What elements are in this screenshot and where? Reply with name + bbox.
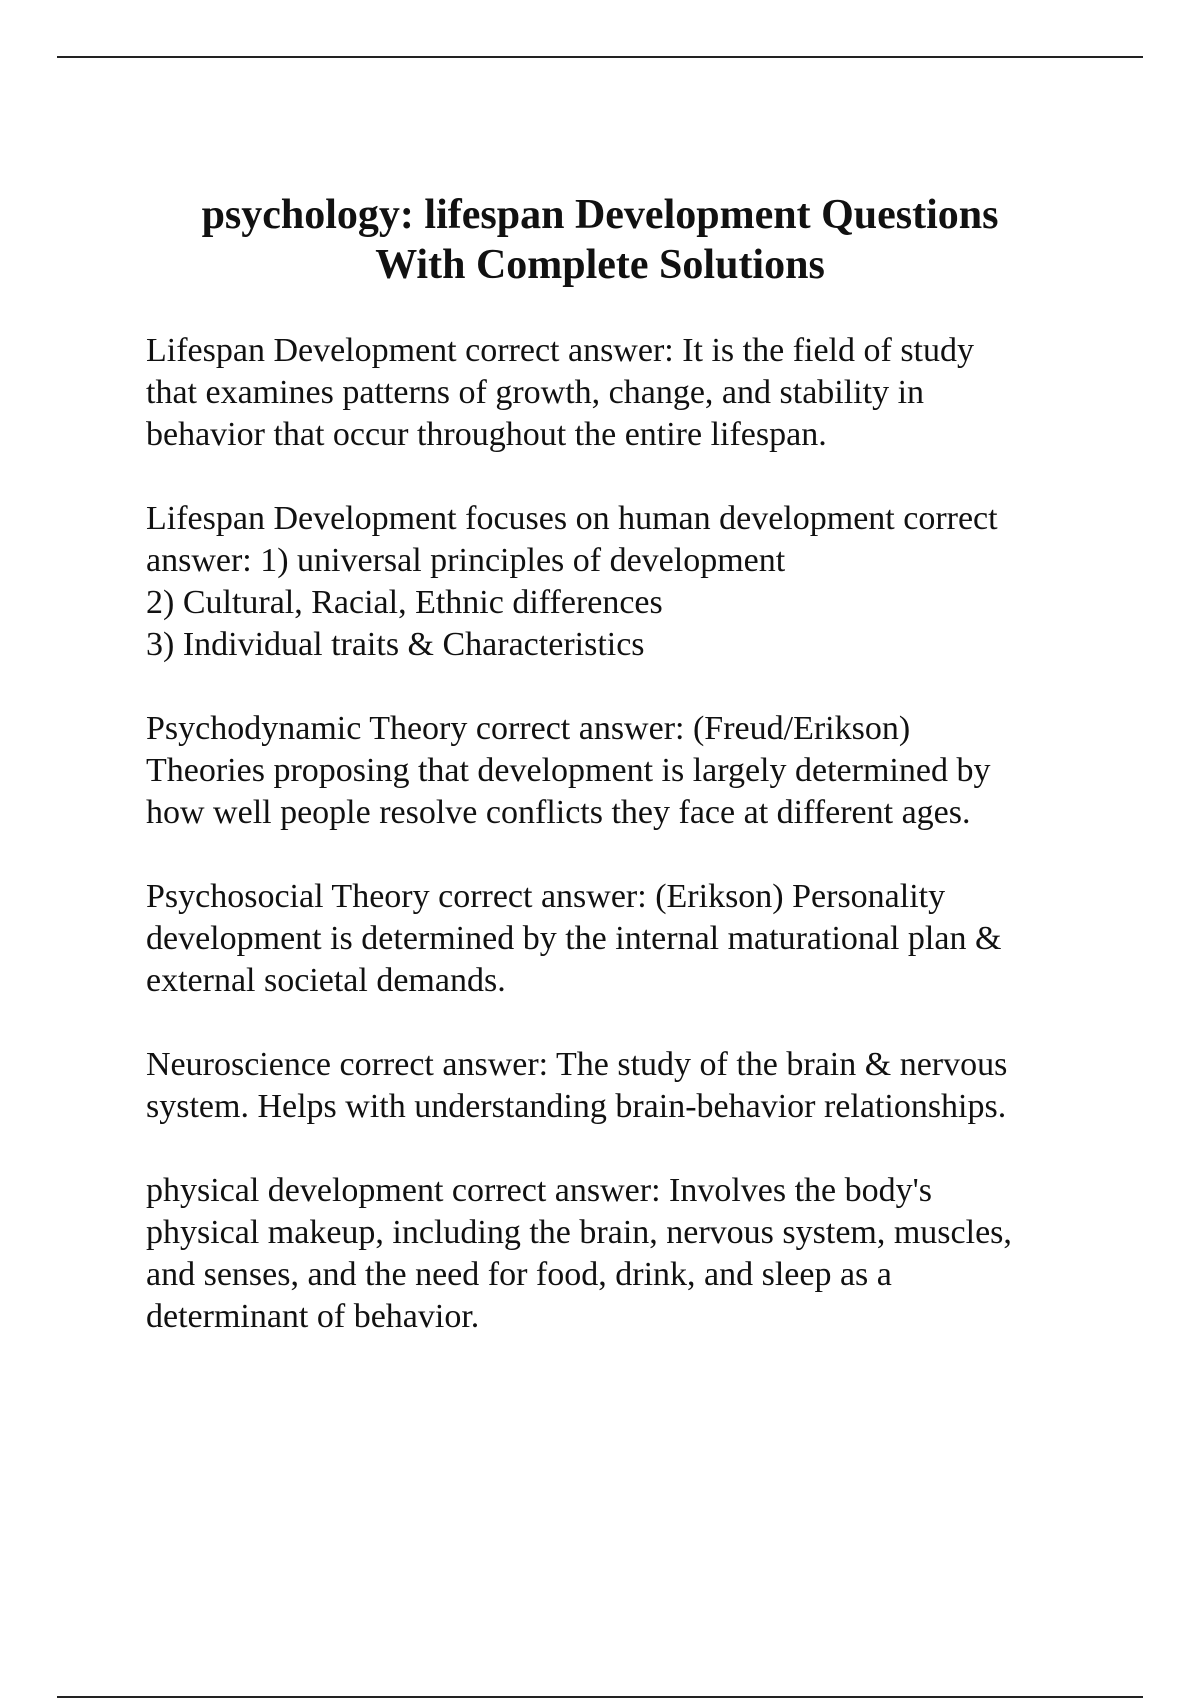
page-title — [120, 190, 1080, 290]
qa-line: Lifespan Development focuses on human development correct — [146, 500, 998, 537]
qa-line: external societal demands. — [146, 962, 506, 999]
qa-line: Neuroscience correct answer: The study of the brain & nervous — [146, 1046, 1008, 1083]
qa-entry-psychodynamic-theory — [146, 708, 1106, 834]
qa-line: Psychosocial Theory correct answer: (Erikson) Personality — [146, 878, 946, 915]
qa-entry-neuroscience — [146, 1044, 1106, 1128]
header-rule — [57, 56, 1143, 58]
qa-entry-physical-development — [146, 1170, 1106, 1338]
qa-line: Psychodynamic Theory correct answer: (Freud/Erikson) — [146, 710, 911, 747]
qa-line: system. Helps with understanding brain-behavior relationships. — [146, 1088, 1007, 1125]
qa-line: 2) Cultural, Racial, Ethnic differences — [146, 584, 663, 621]
qa-line: that examines patterns of growth, change, and stability in — [146, 374, 925, 411]
qa-entry-lifespan-focus — [146, 498, 1106, 666]
qa-line: behavior that occur throughout the entire lifespan. — [146, 416, 827, 453]
qa-line: determinant of behavior. — [146, 1298, 480, 1335]
qa-line: physical development correct answer: Involves the body's — [146, 1172, 933, 1209]
qa-line: and senses, and the need for food, drink, and sleep as a — [146, 1256, 892, 1293]
qa-list — [146, 330, 1106, 1380]
qa-line: Lifespan Development correct answer: It is the field of study — [146, 332, 975, 369]
footer-rule — [57, 1696, 1143, 1698]
qa-line: 3) Individual traits & Characteristics — [146, 626, 645, 663]
title-line-2: With Complete Solutions — [375, 242, 825, 288]
qa-line: physical makeup, including the brain, nervous system, muscles, — [146, 1214, 1012, 1251]
qa-line: answer: 1) universal principles of development — [146, 542, 786, 579]
title-line-1: psychology: lifespan Development Questions — [201, 192, 999, 238]
qa-line: development is determined by the internal maturational plan & — [146, 920, 1002, 957]
qa-entry-psychosocial-theory — [146, 876, 1106, 1002]
qa-line: how well people resolve conflicts they face at different ages. — [146, 794, 971, 831]
qa-line: Theories proposing that development is largely determined by — [146, 752, 991, 789]
qa-entry-lifespan-development — [146, 330, 1106, 456]
